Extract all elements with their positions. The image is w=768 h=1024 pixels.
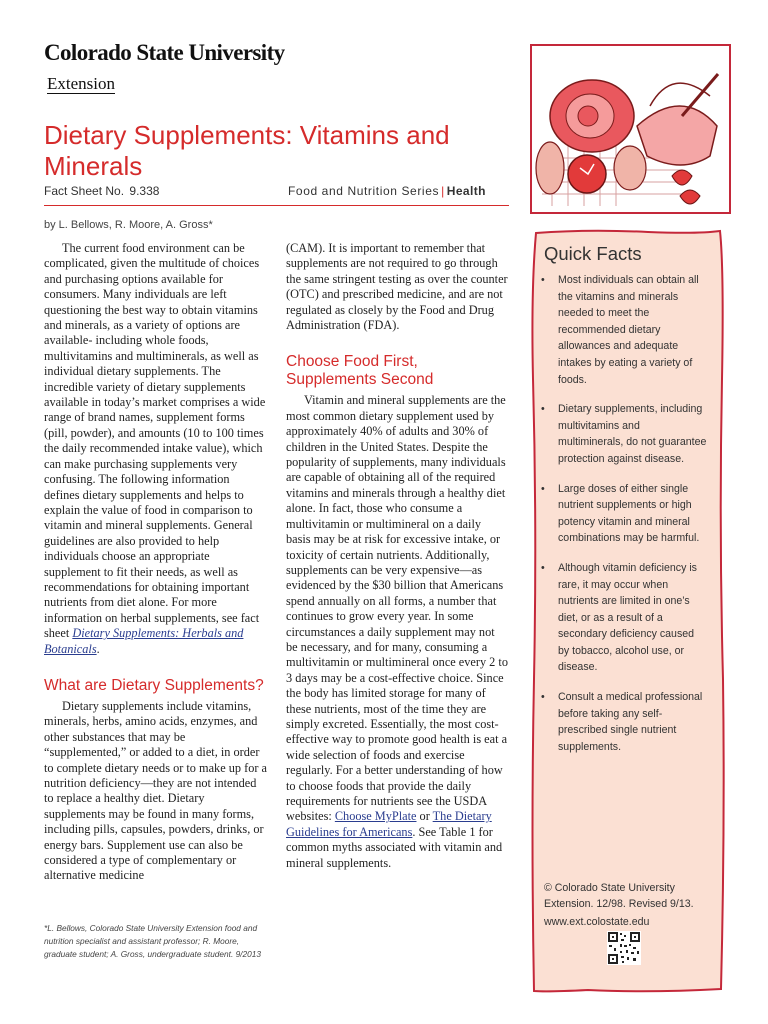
page-title: Dietary Supplements: Vitamins and Minerals — [44, 120, 450, 181]
dietary-guidelines-link[interactable]: The Dietary Guidelines for Americans — [286, 809, 492, 839]
quick-fact-text: Dietary supplements, including multivitamins and multiminerals, do not guarantee protection against disease. — [558, 403, 707, 465]
section-heading-what-are: What are Dietary Supplements? — [44, 676, 264, 694]
bullet-icon: • — [541, 691, 545, 704]
herbals-factsheet-link[interactable]: Dietary Supplements: Herbals and Botanicals — [44, 626, 244, 656]
intro-paragraph — [44, 241, 268, 657]
series-separator: | — [441, 184, 445, 198]
quick-fact-text: Although vitamin deficiency is rare, it may occur when nutrients are limited in one’s diet, or as a result of a secondary deficiency caused by tobacco, alcohol use, or disease. — [558, 561, 697, 674]
section2-end: . See Table 1 for common myths associated with vitamin and mineral supplements. — [286, 824, 503, 870]
bullet-icon: • — [541, 561, 545, 574]
food-illustration — [530, 44, 731, 214]
bullet-icon: • — [541, 274, 545, 286]
byline: by L. Bellows, R. Moore, A. Gross* — [44, 219, 213, 231]
fact-sheet-number — [44, 184, 159, 198]
series-name: Food and Nutrition Series — [288, 184, 440, 198]
section1-paragraph: Dietary supplements include vitamins, minerals, herbs, amino acids, enzymes, and other substances that may be “supplemented,” or added to a diet, in order to complete dietary needs or to make up for a nutrition deficiency—they are not intended to replace a healthy diet. Dietary supplements may be found in many forms, including pills, capsules, powders, drinks, or energy bars. Supplement use can also be considered a type of complementary or alternative medicine — [44, 698, 267, 883]
fact-sheet-label: Fact Sheet No. — [44, 184, 125, 198]
list-item — [538, 481, 708, 547]
series-label — [288, 184, 486, 198]
quick-facts-list — [538, 272, 708, 768]
quick-fact-text: Most individuals can obtain all the vitamins and minerals needed to meet the recommended dietary allowances and adequate intakes by eating a variety of foods. — [558, 274, 699, 386]
qr-code-icon[interactable] — [607, 931, 641, 965]
section-heading-food-first: Choose Food First, Supplements Second — [286, 353, 434, 389]
extension-url[interactable]: www.ext.colostate.edu — [544, 916, 650, 928]
section2-text: Vitamin and mineral supplements are the most common dietary supplement used by approximately 40% of adults and 30% of children in the United States. Despite the popularity of supplements, many individuals are capable of obtaining all of the required vitamins and minerals through a healthy diet alone. In fact, those who consume a multivitamin or multimineral on a daily basis may be at risk for excessive intake, or toxicity of certain nutrients. Additionally, supplements can be very expensive—as evidenced by the $30 billion that Americans spend annually on all forms, a number that continues to grow every year. In some circumstances a daily supplement may not be necessary, and for many, consuming a multivitamin or multimineral once every 2 to 3 days may be a cost-effective choice. Since the body has limited storage for many of these nutrients, most of the time they are simply excreted. Essentially, the most cost-effective way to promote good health is eat a wide selection of foods and exercise regularly. For a better understanding of how to choose foods that provide the daily requirements for nutrients see the USDA websites: — [286, 393, 508, 824]
extension-logo: Extension — [47, 74, 115, 93]
list-item — [538, 689, 708, 755]
cam-paragraph: (CAM). It is important to remember that supplements are not required to go through the same stringent testing as over the counter (OTC) and prescribed medicine, and are not regulated as closely by the Food and Drug Administration (FDA). — [286, 241, 508, 333]
choose-myplate-link[interactable]: Choose MyPlate — [334, 809, 417, 824]
copyright-block — [544, 880, 714, 930]
column-middle — [286, 241, 508, 871]
column-left — [44, 241, 268, 884]
quick-facts-title: Quick Facts — [544, 243, 642, 264]
bullet-icon: • — [541, 482, 545, 495]
fact-sheet-id: 9.338 — [129, 184, 160, 198]
fruit-bowl-image — [532, 46, 729, 212]
list-item — [538, 560, 708, 676]
header-divider — [44, 205, 509, 206]
section2-or: or — [416, 809, 433, 824]
bullet-icon: • — [541, 403, 545, 416]
author-footnote: *L. Bellows, Colorado State University Extension food and nutrition specialist and assistant professor; R. Moore, graduate student; A. Gross, undergraduate student. 9/2013 — [44, 923, 261, 959]
quick-fact-text: Large doses of either single nutrient supplements or high potency vitamin and mineral combinations may be harmful. — [558, 482, 700, 545]
section2-paragraph — [286, 393, 508, 871]
intro-text: The current food environment can be complicated, given the multitude of choices and purchasing options available for consumers. Many individuals are left questioning the best way to obtain vitamins and minerals, as a variety of options are available- including whole foods, multivitamins and multiminerals, as well as individual dietary supplements. The incredible variety of dietary supplements available in today’s market comprises a wide range of brand names, supplement forms (pill, powder), and amounts (10 to 100 times the daily recommended intake value), which can make purchasing supplements very confusing. The following information defines dietary supplements and helps to explain the value of food in comparison to vitamin and mineral supplements. General guidelines are also provided to help individuals choose an appropriate supplement to fit their needs, as well as recommendations for obtaining important nutrients from diet alone. For more information on herbal supplements, see fact sheet — [44, 241, 266, 641]
series-category: Health — [446, 184, 486, 198]
intro-end: . — [96, 641, 100, 656]
list-item — [538, 272, 708, 388]
university-logo: Colorado State University — [44, 40, 285, 65]
copyright-text: © Colorado State University Extension. 12/98. Revised 9/13. — [544, 882, 694, 910]
list-item — [538, 401, 708, 467]
quick-fact-text: Consult a medical professional before taking any self-prescribed single nutrient supplements. — [558, 691, 703, 753]
